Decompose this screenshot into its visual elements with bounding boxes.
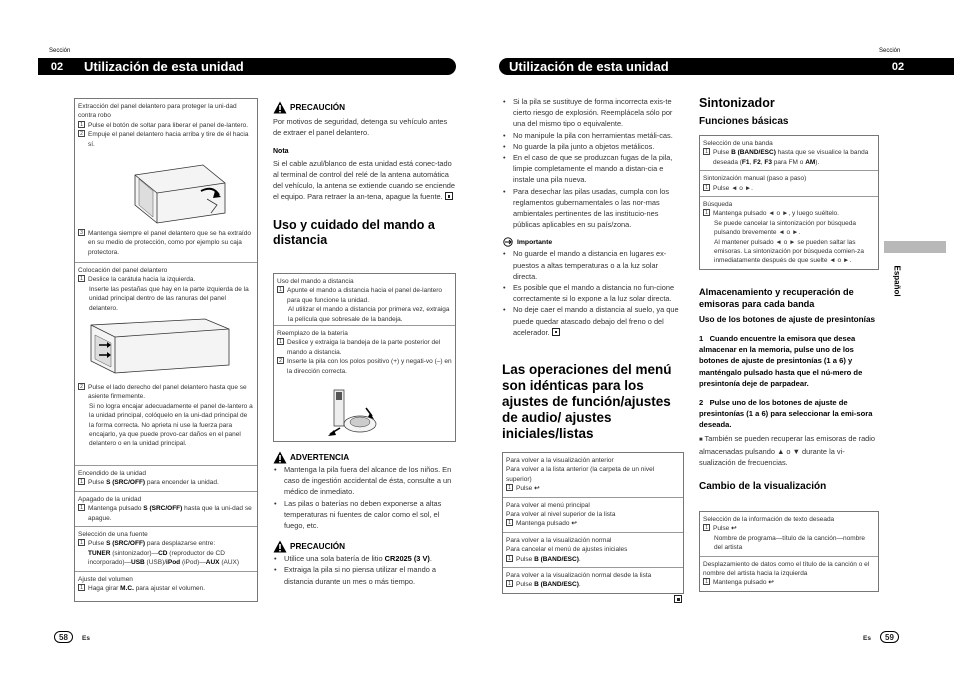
source-name: iPod bbox=[166, 559, 181, 567]
important-icon bbox=[502, 237, 515, 247]
step-number: 2 bbox=[699, 398, 704, 408]
warning-triangle-icon bbox=[273, 101, 287, 114]
heading-tuner: Sintonizador bbox=[699, 96, 775, 110]
step-text: Pulse el botón de soltar para liberar el panel de-lantero. bbox=[88, 121, 249, 129]
display-instructions-box bbox=[699, 511, 879, 592]
step-subtext: Al mantener pulsado ◄ o ► se pueden saltar las emisoras. La sintonización por búsqueda comien-za inmediatamente después de que suelte ◄ o ►. bbox=[714, 238, 864, 265]
importante-bullets bbox=[502, 248, 684, 338]
bullet-item bbox=[502, 304, 684, 338]
step-subtext: Inserte las pestañas que hay en la parte izquierda de la unidad principal dentro de las ranuras del panel delantero. bbox=[89, 285, 249, 312]
warning-title: ADVERTENCIA bbox=[290, 453, 350, 462]
chapter-number-left: 02 bbox=[42, 58, 72, 75]
step-2 bbox=[699, 397, 879, 431]
chapter-title-left: Utilización de esta unidad bbox=[84, 59, 244, 74]
heading-store-stations: Almacenamiento y recuperación de emisoras para cada banda bbox=[699, 287, 854, 309]
note-body: Si el cable azul/blanco de esta unidad está conec-tado al terminal de control del relé de la antena automática del vehículo, la antena se extiende cuando se enciende el equipo. Para retraer la an-tena, apague la fuente. bbox=[273, 158, 456, 202]
box-section-seek bbox=[700, 197, 878, 269]
box-section-title: Desplazamiento de datos como el título de la canción o el nombre del artista hacia la izquierda bbox=[703, 560, 870, 578]
box-section-attach bbox=[75, 263, 257, 466]
bullet-text: No deje caer el mando a distancia al suelo, ya que puede quedar atascado debajo del freno o del acelerador. bbox=[513, 305, 679, 337]
battery-replacement-illustration bbox=[326, 386, 390, 440]
step-text: Pulse ◄ o ►. bbox=[713, 184, 753, 192]
step-text: Pulse bbox=[713, 525, 730, 533]
step-text: Pulse bbox=[88, 540, 107, 548]
warning-triangle-icon bbox=[273, 451, 287, 464]
step-text: Mantenga pulsado bbox=[516, 520, 570, 528]
source-name: USB bbox=[131, 559, 145, 567]
band-label: F3 bbox=[764, 158, 772, 166]
step-number: 1 bbox=[78, 478, 85, 485]
step-text: Apunte el mando a distancia hacia el panel de-lantero para que funcione la unidad. bbox=[287, 287, 443, 304]
step-text: Cuando encuentre la emisora que desea almacenar en la memoria, pulse uno de los botones de ajuste de presintonías (1 a 6) y manténgalo pulsado hasta que el nú-mero de presintonía deje de parpadear. bbox=[699, 334, 863, 388]
box-section-power-on bbox=[75, 466, 257, 492]
bullet-item: • Para desechar las pilas usadas, cumpla con los reglamentos gubernamentales o las nor-mas ambientales pertinentes de las institucio-nes públicas aplicables en su país/zona. bbox=[502, 186, 684, 231]
box-section-title: Sintonización manual (paso a paso) bbox=[703, 175, 807, 183]
chapter-title-right: Utilización de esta unidad bbox=[509, 59, 669, 74]
right-column-two bbox=[699, 96, 879, 128]
box-section-title: Colocación del panel delantero bbox=[78, 267, 168, 274]
step-text: , bbox=[760, 158, 765, 166]
importante-heading bbox=[502, 237, 684, 247]
box-section-manual-tuning bbox=[700, 171, 878, 197]
step-number: 2 bbox=[78, 383, 85, 390]
step-text: hasta que se visualice la banda deseada ( bbox=[713, 149, 869, 166]
step-number: 1 bbox=[703, 524, 710, 531]
key-label: B (BAND/ESC) bbox=[534, 581, 579, 589]
box-line: Para volver a la visualización normal desde la lista bbox=[506, 572, 652, 580]
page-number-left: 58 bbox=[54, 631, 73, 643]
box-section-text-info bbox=[700, 512, 878, 557]
bullet-item: • Si la pila se sustituye de forma incorrecta exis-te cierto riesgo de explosión. Reemplácela sólo por una del mismo tipo o equivalente. bbox=[502, 96, 684, 130]
right-column-one bbox=[502, 96, 684, 442]
battery-model: CR2025 (3 V) bbox=[384, 554, 430, 564]
left-column-two bbox=[273, 101, 456, 248]
band-label: AM bbox=[805, 158, 816, 166]
menu-instructions-box bbox=[502, 452, 684, 594]
step-text: Mantenga pulsado bbox=[88, 505, 144, 513]
step-text: Deslice y extraiga la bandeja de la parte posterior del mando a distancia. bbox=[287, 339, 441, 356]
box-section-title: Uso del mando a distancia bbox=[277, 278, 354, 285]
side-tab-language: Español bbox=[892, 265, 902, 297]
band-label: F1 bbox=[741, 158, 750, 166]
bullet-item: • En el caso de que se produzcan fugas de la pila, limpie completamente el mando a distan-cia e instale una pila nueva. bbox=[502, 152, 684, 186]
caution-text: Por motivos de seguridad, detenga su vehículo antes de extraer el panel delantero. bbox=[273, 117, 448, 138]
heading-basic-functions: Funciones básicas bbox=[699, 116, 789, 127]
step-number: 1 bbox=[78, 584, 85, 591]
box-section-title: Selección de una banda bbox=[703, 140, 773, 147]
key-label: S (SRC/OFF) bbox=[106, 479, 146, 487]
caution-heading bbox=[273, 101, 456, 114]
key-label: B (BAND/ESC) bbox=[731, 149, 776, 157]
source-desc: (reproductor de CD incorporado)— bbox=[88, 549, 225, 567]
box-section-battery bbox=[274, 326, 455, 441]
step-number: 1 bbox=[703, 184, 710, 191]
step-subtext: Se puede cancelar la sintonización por búsqueda pulsando brevemente ◄ o ►. bbox=[714, 219, 857, 237]
end-mark-icon bbox=[552, 328, 560, 336]
step-number: 1 bbox=[277, 338, 284, 345]
bullet-item: • No manipule la pila con herramientas metáli-cas. bbox=[502, 130, 684, 141]
step-text: Mantenga siempre el panel delantero que se ha extraído en su medio de protección, como por ejemplo su caja protectora. bbox=[88, 230, 251, 256]
key-label: S (SRC/OFF) bbox=[143, 505, 183, 513]
step-text: . bbox=[578, 555, 581, 563]
instructions-box-panel bbox=[74, 98, 258, 602]
right-column-two-lower bbox=[699, 286, 879, 492]
step-text: Mantenga pulsado bbox=[713, 579, 767, 587]
step-number: 2 bbox=[78, 130, 85, 137]
step-number: 1 bbox=[699, 334, 704, 343]
box-section-source bbox=[75, 527, 257, 572]
caution-list bbox=[273, 553, 456, 587]
key-label: B (BAND/ESC) bbox=[534, 555, 579, 563]
detach-panel-illustration bbox=[125, 161, 235, 229]
box-section-title: Selección de la información de texto deseada bbox=[703, 516, 835, 523]
tuner-instructions-box bbox=[699, 135, 879, 270]
heading-remote: Uso y cuidado del mando a distancia bbox=[273, 218, 435, 248]
box-line: Para volver al nivel superior de la lista bbox=[506, 511, 616, 519]
box-section-title: Selección de una fuente bbox=[78, 531, 148, 539]
caution-item-text: Utilice una sola batería de litio bbox=[284, 554, 385, 564]
step-text: ). bbox=[815, 158, 820, 166]
caution-item: • Extraiga la pila si no piensa utilizar el mando a distancia durante un mes o más tiempo. bbox=[273, 564, 456, 586]
note-square-icon: ■ bbox=[699, 436, 703, 443]
step-text: Pulse bbox=[88, 479, 107, 487]
caution-title: PRECAUCIÓN bbox=[290, 103, 346, 112]
box-section-volume bbox=[75, 572, 257, 597]
language-code-right: Es bbox=[863, 635, 871, 642]
caution-title: PRECAUCIÓN bbox=[290, 542, 346, 552]
band-label: F2 bbox=[753, 158, 761, 166]
step-text: Inserte la pila con los polos positivo (+) y negati-vo (–) en la dirección correcta. bbox=[287, 358, 452, 375]
chapter-bar-right bbox=[499, 58, 954, 75]
return-icon: ↩ bbox=[768, 579, 774, 587]
box-line: Para volver a la visualización anterior bbox=[506, 457, 614, 464]
step-text: para encender la unidad. bbox=[145, 479, 219, 487]
step-text: Mantenga pulsado ◄ o ►, y luego suéltelo. bbox=[713, 210, 839, 218]
importante-title: Importante bbox=[517, 238, 553, 246]
step-text: Pulse bbox=[713, 149, 732, 157]
bullet-item: • Es posible que el mando a distancia no fun-cione correctamente si lo expone a la luz solar directa. bbox=[502, 282, 684, 304]
step-number: 1 bbox=[506, 484, 513, 491]
remote-instructions-box bbox=[273, 273, 456, 442]
step-text: Pulse bbox=[516, 581, 535, 589]
section-label-left: Sección bbox=[49, 48, 71, 54]
heading-preset-buttons: Uso de los botones de ajuste de presintonías bbox=[699, 315, 876, 324]
step-2-note bbox=[699, 433, 879, 469]
step-text: , bbox=[749, 158, 754, 166]
battery-bullets bbox=[502, 96, 684, 230]
note-title: Nota bbox=[273, 148, 289, 156]
box-section-title: Ajuste del volumen bbox=[78, 575, 133, 583]
step-text: Pulse uno de los botones de ajuste de presintonías (1 a 6) para seleccionar la emi-sora deseada. bbox=[699, 398, 873, 430]
language-code-left: Es bbox=[82, 635, 90, 642]
page-number-right: 59 bbox=[880, 631, 899, 643]
warning-block bbox=[273, 451, 456, 587]
step-text: Pulse el lado derecho del panel delantero hasta que se asiente firmemente. bbox=[88, 384, 247, 401]
step-number: 1 bbox=[277, 286, 284, 293]
box-section-scroll bbox=[700, 557, 878, 591]
step-text: Pulse bbox=[516, 555, 535, 563]
step-number: 1 bbox=[78, 121, 85, 128]
source-desc: (sintonizador)— bbox=[110, 549, 159, 557]
box-line: Para cancelar el menú de ajustes iniciales bbox=[506, 546, 628, 554]
box-section-band bbox=[700, 136, 878, 171]
step-subtext: Nombre de programa—título de la canción—nombre del artista bbox=[714, 534, 866, 552]
box-section-from-list bbox=[503, 568, 683, 593]
step-text: Pulse bbox=[516, 485, 533, 493]
box-line: Para volver a la lista anterior (la carpeta de un nivel superior) bbox=[506, 466, 655, 483]
box-section-title: Apagado de la unidad bbox=[78, 495, 142, 503]
return-icon: ↩ bbox=[731, 525, 737, 533]
source-desc: (iPod)— bbox=[180, 559, 206, 567]
box-section-main-menu bbox=[503, 498, 683, 533]
box-section-title: Búsqueda bbox=[703, 201, 733, 209]
warning-heading bbox=[273, 451, 456, 464]
source-name: TUNER bbox=[88, 549, 111, 557]
note-text: También se pueden recuperar las emisoras de radio almacenadas pulsando ▲ o ▼ durante la vi-sualización de frecuencias. bbox=[699, 433, 876, 468]
box-section-detach bbox=[75, 99, 257, 263]
step-1 bbox=[699, 333, 879, 389]
source-name: CD bbox=[158, 549, 168, 557]
source-name: AUX bbox=[205, 559, 220, 567]
source-desc: (AUX) bbox=[219, 559, 240, 567]
warning-list bbox=[273, 464, 456, 531]
chapter-bar-left bbox=[38, 58, 456, 75]
return-icon: ↩ bbox=[571, 520, 577, 528]
box-line: Para volver a la visualización normal bbox=[506, 536, 612, 544]
heading-menu-operations: Las operaciones del menú son idénticas para los ajustes de función/ajustes de audio/ ajustes iniciales/listas bbox=[502, 362, 672, 442]
warning-item: • Mantenga la pila fuera del alcance de los niños. En caso de ingestión accidental de ésta, consulte a un médico de inmediato. bbox=[273, 464, 456, 498]
step-number: 1 bbox=[506, 580, 513, 587]
caution-heading-2 bbox=[273, 540, 456, 553]
box-line: Para volver al menú principal bbox=[506, 501, 590, 509]
attach-panel-illustration bbox=[85, 315, 235, 379]
step-number: 1 bbox=[506, 519, 513, 526]
key-label: S (SRC/OFF) bbox=[106, 540, 146, 548]
section-label-right: Sección bbox=[879, 48, 901, 54]
step-number: 3 bbox=[78, 229, 85, 236]
box-section-title: Reemplazo de la batería bbox=[277, 330, 348, 337]
box-section-back bbox=[503, 453, 683, 498]
return-icon: ↩ bbox=[534, 485, 540, 493]
side-tab-bar bbox=[884, 241, 946, 253]
caution-item-text: . bbox=[429, 554, 432, 564]
heading-display-change: Cambio de la visualización bbox=[699, 481, 827, 493]
step-text: Deslice la carátula hacia la izquierda. bbox=[88, 276, 196, 284]
caution-item bbox=[273, 553, 456, 564]
step-text: para ajustar el volumen. bbox=[133, 585, 206, 593]
source-desc: (USB)/ bbox=[144, 559, 167, 567]
step-number: 1 bbox=[703, 578, 710, 585]
step-number: 1 bbox=[506, 555, 513, 562]
bullet-item: • No guarde el mando a distancia en lugares ex-puestos a altas temperaturas o a la luz solar directa. bbox=[502, 248, 684, 282]
box-section-title: Extracción del panel delantero para proteger la uni-dad contra robo bbox=[78, 103, 237, 120]
step-text: Haga girar bbox=[88, 585, 121, 593]
step-number: 1 bbox=[78, 539, 85, 546]
box-section-normal-display bbox=[503, 533, 683, 568]
step-text: para FM o bbox=[771, 158, 806, 166]
note-text bbox=[273, 158, 456, 203]
warning-triangle-icon bbox=[273, 540, 287, 553]
step-number: 1 bbox=[703, 148, 710, 155]
warning-item: • Las pilas o baterías no deben exponerse a altas temperaturas ni fuentes de calor como el sol, el fuego, etc. bbox=[273, 498, 456, 532]
step-text: . bbox=[578, 581, 581, 589]
step-subtext: Al utilizar el mando a distancia por primera vez, extraiga la película que sobresale de la bandeja. bbox=[288, 306, 450, 323]
step-number: 1 bbox=[78, 275, 85, 282]
step-subtext: Si no logra encajar adecuadamente el panel de-lantero a la unidad principal, colóquelo en la uni-dad principal de la forma correcta. No aprieta ni use la fuerza para encajarlo, ya que puede provo-car daños en el panel delantero o en la unidad principal. bbox=[89, 402, 253, 448]
step-text: para desplazarse entre: bbox=[145, 540, 216, 548]
step-text: Empuje el panel delantero hacia arriba y tire de él hacia sí. bbox=[88, 131, 249, 148]
end-mark-icon bbox=[674, 595, 682, 603]
step-number: 2 bbox=[277, 357, 284, 364]
step-text: hasta que la uni-dad se apague. bbox=[88, 505, 252, 522]
chapter-number-right: 02 bbox=[883, 58, 913, 75]
key-label: M.C. bbox=[120, 585, 134, 593]
step-number: 1 bbox=[78, 504, 85, 511]
box-section-title: Encendido de la unidad bbox=[78, 470, 146, 477]
end-mark-icon bbox=[445, 192, 453, 200]
bullet-item: • No guarde la pila junto a objetos metálicos. bbox=[502, 141, 684, 152]
box-section-remote-use bbox=[274, 274, 455, 326]
box-section-power-off bbox=[75, 492, 257, 527]
step-number: 1 bbox=[703, 209, 710, 216]
